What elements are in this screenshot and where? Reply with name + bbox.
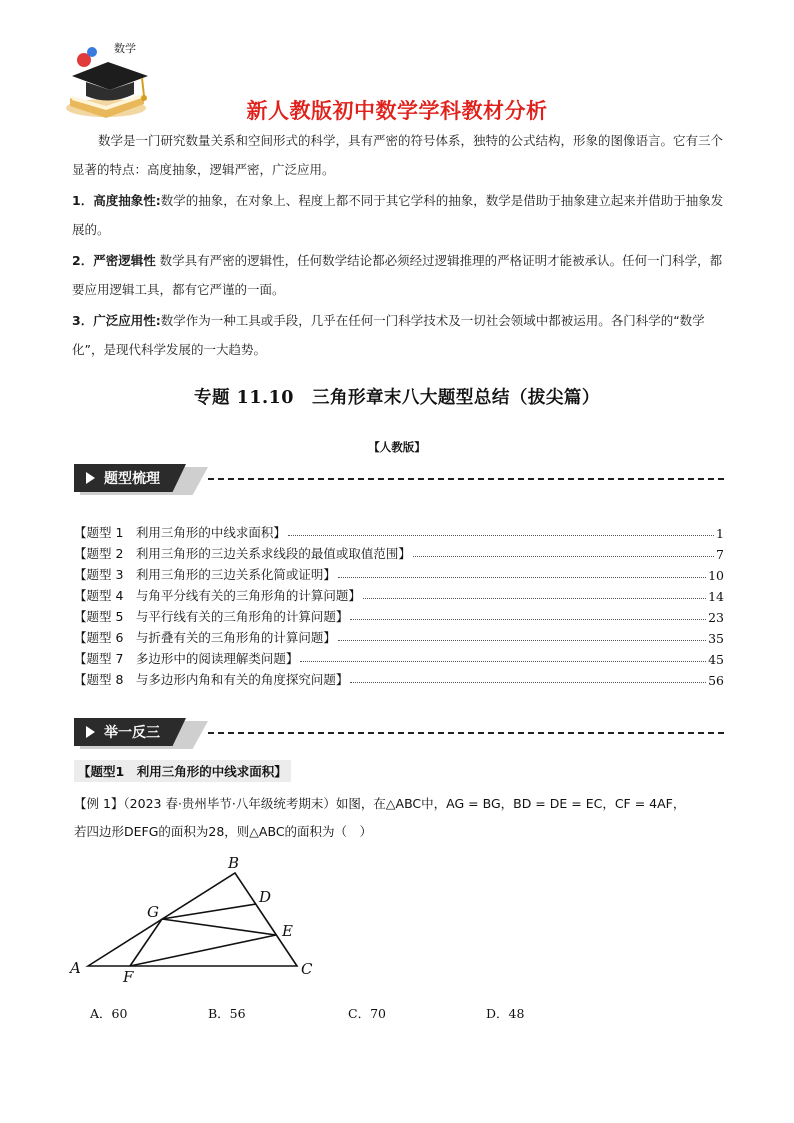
vertex-label-g: G [147, 903, 159, 921]
feature-text: 数学具有严密的逻辑性，任何数学结论都必须经过逻辑推理的严格证明才能被承认。任何一门科学，都要应用逻辑工具，都有它严谨的一面。 [72, 253, 723, 297]
section-banner-toc [74, 464, 724, 494]
vertex-label-d: D [259, 888, 272, 906]
segment-fe [130, 935, 276, 966]
option-c[interactable]: C．70 [348, 1006, 386, 1021]
option-b[interactable]: B．56 [208, 1006, 246, 1021]
section-banner-practice [74, 718, 724, 748]
feature-label: 3．广泛应用性: [72, 313, 161, 328]
toc-entry[interactable]: 【题型 1 利用三角形的中线求面积】 1 [74, 525, 724, 541]
toc-entry[interactable]: 【题型 5 与平行线有关的三角形角的计算问题】 23 [74, 609, 724, 625]
feature-abstract [72, 186, 724, 244]
toc-entry[interactable]: 【题型 7 多边形中的阅读理解类问题】 45 [74, 651, 724, 667]
vertex-label-f: F [123, 968, 134, 985]
question-type-heading: 【题型1 利用三角形的中线求面积】 [74, 760, 291, 782]
segment-ge [162, 919, 276, 935]
dash-divider [208, 732, 724, 734]
section-label: 题型梳理 [104, 471, 160, 487]
toc-entry[interactable]: 【题型 3 利用三角形的三边关系化简或证明】 10 [74, 567, 724, 583]
intro-paragraph: 数学是一门研究数量关系和空间形式的科学，具有严密的符号体系，独特的公式结构，形象的图像语言。它有三个显著的特点：高度抽象，逻辑严密，广泛应用。 [72, 133, 724, 177]
feature-label: 1．高度抽象性: [72, 193, 161, 208]
topic-title: 专题 11.10 三角形章末八大题型总结（拔尖篇） [194, 388, 600, 408]
toc-entry[interactable]: 【题型 8 与多边形内角和有关的角度探究问题】 56 [74, 672, 724, 688]
toc-entry[interactable]: 【题型 4 与角平分线有关的三角形角的计算问题】 14 [74, 588, 724, 604]
toc-entry[interactable]: 【题型 2 利用三角形的三边关系求线段的最值或取值范围】 7 [74, 546, 724, 562]
table-of-contents [74, 520, 724, 688]
play-triangle-icon [86, 726, 95, 738]
triangle-figure [60, 850, 330, 985]
option-a[interactable]: A．60 [90, 1006, 128, 1021]
vertex-label-a: A [70, 959, 81, 977]
feature-label: 2．严密逻辑性 [72, 253, 156, 268]
play-triangle-icon [86, 472, 95, 484]
section-label: 举一反三 [104, 725, 160, 741]
toc-entry[interactable]: 【题型 6 与折叠有关的三角形角的计算问题】 35 [74, 630, 724, 646]
vertex-label-c: C [301, 960, 313, 978]
segment-gd [162, 904, 256, 919]
page-title: 新人教版初中数学学科教材分析 [246, 99, 548, 123]
example-problem [74, 790, 726, 846]
feature-text: 数学作为一种工具或手段，几乎在任何一门科学技术及一切社会领域中都被运用。各门科学的“数学化”，是现代科学发展的一大趋势。 [72, 313, 705, 357]
feature-application [72, 306, 724, 364]
edition-label: 【人教版】 [368, 440, 426, 454]
example-line: 【例 1】（2023 春·贵州毕节·八年级统考期末）如图，在△ABC中，AG = BG，BD = DE = EC，CF = 4AF， [74, 796, 686, 811]
example-line: 若四边形DEFG的面积为28，则△ABC的面积为（ ） [74, 824, 373, 839]
feature-logic [72, 246, 724, 304]
feature-text: 数学的抽象，在对象上、程度上都不同于其它学科的抽象，数学是借助于抽象建立起来并借助于抽象发展的。 [72, 193, 724, 237]
logo-caption: 数学 [114, 42, 136, 55]
vertex-label-b: B [228, 854, 240, 872]
vertex-label-e: E [282, 922, 293, 940]
segment-gf [130, 919, 162, 966]
dash-divider [208, 478, 724, 480]
option-d[interactable]: D．48 [486, 1006, 525, 1021]
